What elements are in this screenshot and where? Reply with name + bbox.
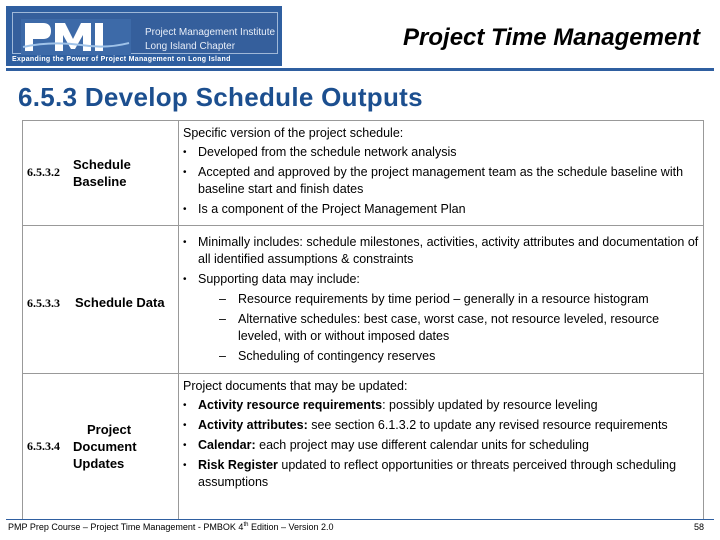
logo-org-line1: Project Management Institute	[145, 27, 276, 38]
footer-text: PMP Prep Course – Project Time Management - PMBOK 4	[8, 522, 244, 532]
item-text: each project may use different calendar units for scheduling	[255, 438, 589, 452]
footer-course-text	[8, 522, 334, 532]
section-content	[183, 378, 701, 494]
intro-text: Project documents that may be updated:	[183, 379, 408, 393]
item-term: Activity resource requirements	[198, 398, 383, 412]
section-name: Schedule Data	[75, 295, 165, 310]
list-item: • Developed from the schedule network analysis	[183, 144, 701, 161]
section-name-line: Updates	[73, 456, 125, 471]
section-number: 6.5.3.4	[27, 439, 60, 453]
table-row	[23, 374, 703, 519]
list-item	[183, 417, 701, 434]
bullet-list	[183, 397, 701, 491]
list-item: • Supporting data may include:	[183, 271, 701, 288]
list-item: • Minimally includes: schedule milestones, activities, activity attributes and documentation of all identified assumptions & constraints	[183, 234, 701, 268]
item-term: Risk Register	[198, 458, 278, 472]
page-number: 58	[693, 522, 704, 532]
item-text: see section 6.1.3.2 to update any revised resource requirements	[307, 418, 668, 432]
section-name-line: Baseline	[73, 174, 127, 189]
table-row	[23, 121, 703, 226]
footer-text: Edition – Version 2.0	[248, 522, 334, 532]
section-name-line: Document	[73, 439, 137, 454]
item-term: Activity attributes:	[198, 418, 308, 432]
section-name-line: Schedule	[73, 157, 131, 172]
logo-panel	[12, 12, 278, 54]
list-item: – Alternative schedules: best case, worst case, not resource leveled, resource leveled, with or without imposed dates	[183, 311, 701, 345]
list-item: • Accepted and approved by the project management team as the schedule baseline with baseline start and finish dates	[183, 164, 701, 198]
bullet-list	[183, 144, 701, 218]
dash-list	[183, 291, 701, 365]
header-title: Project Time Management	[403, 24, 700, 51]
section-content	[183, 234, 701, 368]
section-number: 6.5.3.3	[27, 296, 60, 310]
list-item: – Resource requirements by time period – generally in a resource histogram	[183, 291, 701, 308]
header-divider	[6, 68, 714, 71]
pmi-logo-mark-icon	[21, 19, 131, 55]
item-text: : possibly updated by resource leveling	[382, 398, 598, 412]
section-name-line: Project	[87, 422, 132, 437]
page-title: 6.5.3 Develop Schedule Outputs	[18, 82, 423, 112]
item-text: updated to reflect opportunities or threats perceived through scheduling assumptions	[198, 458, 677, 489]
footer-divider	[6, 519, 714, 520]
pmi-logo	[6, 6, 282, 66]
logo-tagline: Expanding the Power of Project Management on Long Island	[12, 56, 231, 63]
table-row	[23, 226, 703, 374]
logo-org-line2: Long Island Chapter	[145, 41, 236, 52]
list-item	[183, 397, 701, 414]
section-name	[73, 421, 137, 472]
section-name	[73, 156, 131, 190]
footer-superscript: th	[243, 522, 249, 528]
list-item: • Is a component of the Project Management Plan	[183, 201, 701, 218]
section-content	[183, 125, 701, 221]
item-term: Calendar:	[198, 438, 256, 452]
bullet-list	[183, 234, 701, 288]
section-number: 6.5.3.2	[27, 165, 60, 179]
list-item	[183, 457, 701, 491]
intro-text: Specific version of the project schedule:	[183, 126, 404, 140]
outputs-table	[22, 120, 704, 520]
list-item: – Scheduling of contingency reserves	[183, 348, 701, 365]
list-item	[183, 437, 701, 454]
